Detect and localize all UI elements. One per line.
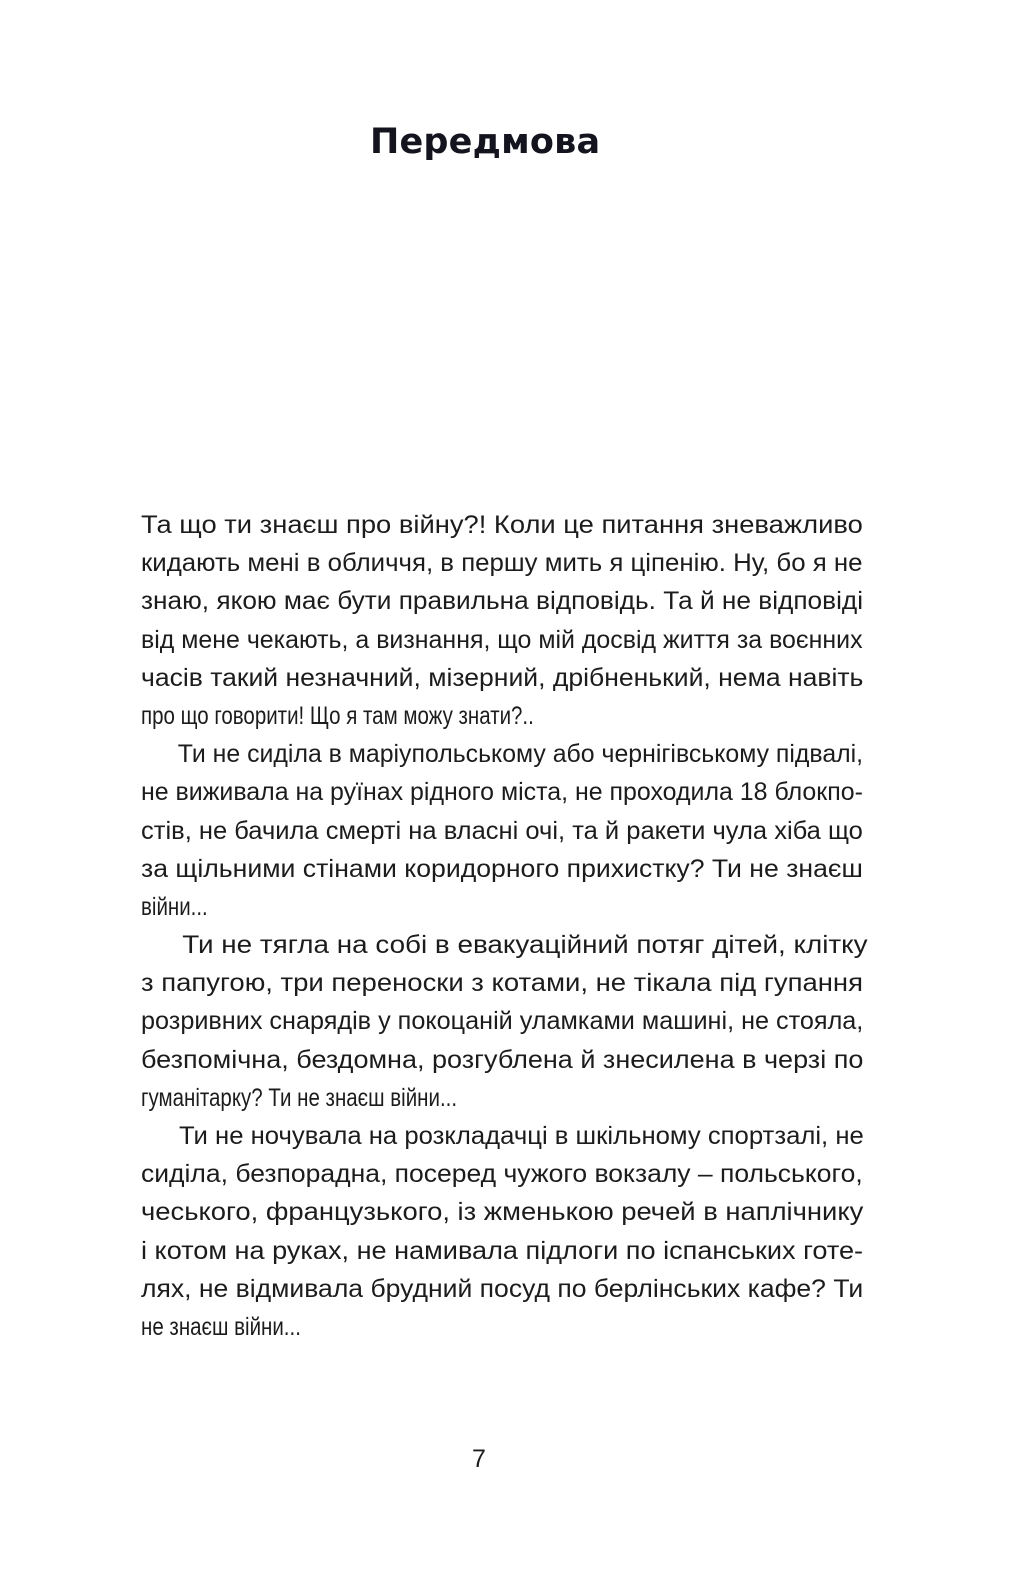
text-line: лях, не відмивала брудний посуд по берлінських кафе? Ти: [141, 1274, 864, 1303]
text-line: Та що ти знаєш про війну?! Коли це питання зневажливо: [141, 511, 863, 539]
text-line: з папугою, три переноски з котами, не тікала під гупання: [141, 969, 863, 998]
text-line: про що говорити! Що я там можу знати?..: [141, 701, 534, 730]
text-line: Ти не тягла на собі в евакуаційний потяг дітей, клітку: [182, 931, 868, 960]
paragraph: [141, 926, 868, 1117]
text-line: гуманітарку? Ти не знаєш війни...: [141, 1083, 458, 1112]
text-line: Ти не сиділа в маріупольському або чернігівському підвалі,: [177, 740, 864, 769]
text-line: від мене чекають, а визнання, що мій досвід життя за воєнних: [141, 625, 863, 654]
paragraph: [141, 1117, 863, 1346]
text-line: знаю, якою має бути правильна відповідь. Та й не відповіді: [141, 587, 864, 616]
paragraph: [141, 735, 863, 926]
text-line: не знаєш війни...: [141, 1312, 301, 1341]
text-line: стів, не бачила смерті на власні очі, та й ракети чула хіба що: [141, 816, 863, 845]
text-line: безпомічна, бездомна, розгублена й знесилена в черзі по: [141, 1045, 864, 1074]
page-number: 7: [472, 1445, 486, 1473]
chapter-body: [141, 506, 868, 1346]
text-line: розривних снарядів у покоцаній уламками машині, не стояла,: [141, 1007, 864, 1036]
text-line: за щільними стінами коридорного прихистку? Ти не знаєш: [141, 854, 863, 883]
text-line: чеського, французького, із жменькою речей в наплічнику: [141, 1198, 864, 1227]
text-line: часів такий незначний, мізерний, дрібненький, нема навіть: [141, 663, 864, 692]
text-line: не виживала на руїнах рідного міста, не проходила 18 блокпо-: [141, 778, 863, 807]
paragraph: [141, 506, 863, 735]
chapter-heading: [370, 122, 601, 162]
text-line: і котом на руках, не намивала підлоги по іспанських готе-: [141, 1236, 864, 1265]
text-line: Ти не ночувала на розкладачці в шкільному спортзалі, не: [178, 1122, 864, 1150]
text-line: кидають мені в обличчя, в першу мить я ціпенію. Ну, бо я не: [141, 549, 863, 578]
chapter-title: Передмова: [370, 122, 601, 162]
text-line: сиділа, безпорадна, посеред чужого вокзалу – польського,: [141, 1160, 863, 1189]
text-line: війни...: [141, 892, 208, 921]
